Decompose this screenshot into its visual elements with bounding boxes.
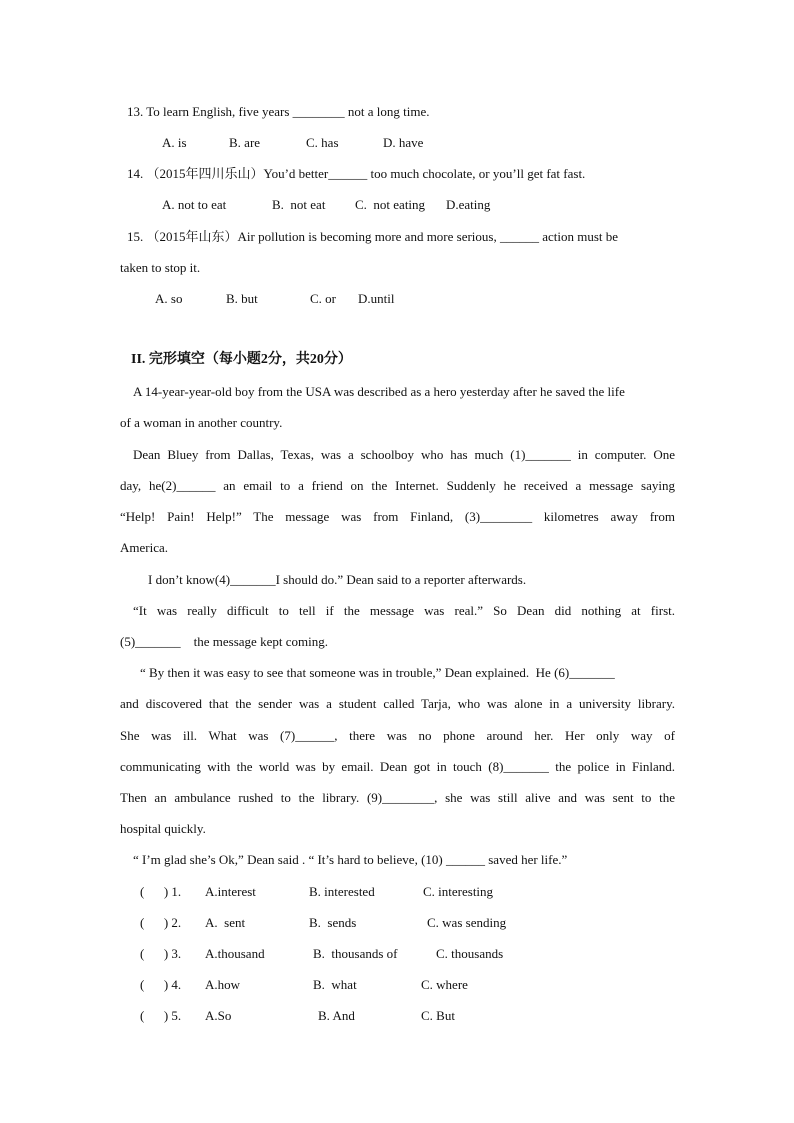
passage-line: “ I’m glad she’s Ok,” Dean said . “ It’s hard to believe, (10) ______ saved her life.” bbox=[133, 852, 568, 867]
question-15-option-c: C. or bbox=[310, 291, 336, 306]
answer-4-option-a: A.how bbox=[205, 977, 241, 992]
question-14-option-c: C. not eating bbox=[355, 197, 426, 212]
answer-2-option-b: B. sends bbox=[309, 915, 357, 930]
question-14-option-d: D.eating bbox=[446, 197, 491, 212]
answer-paren-1: ( ) 1. bbox=[140, 884, 182, 899]
question-13-stem: 13. To learn English, five years ________ not a long time. bbox=[127, 104, 430, 119]
answer-4-option-b: B. what bbox=[313, 977, 357, 992]
passage-line: communicating with the world was by email. Dean got in touch (8)_______ the police in Finland. bbox=[120, 759, 675, 774]
passage-line: “ By then it was easy to see that someone was in trouble,” Dean explained. He (6)_______ bbox=[140, 665, 615, 680]
passage-line: “It was really difficult to tell if the message was real.” So Dean did nothing at first. bbox=[133, 603, 675, 618]
passage-line: of a woman in another country. bbox=[120, 415, 283, 430]
answer-1-option-c: C. interesting bbox=[423, 884, 494, 899]
question-15-stem-line2: taken to stop it. bbox=[120, 260, 201, 275]
answer-paren-5: ( ) 5. bbox=[140, 1008, 182, 1023]
passage-line: I don’t know(4)_______I should do.” Dean said to a reporter afterwards. bbox=[148, 572, 527, 587]
question-15-option-d: D.until bbox=[358, 291, 395, 306]
answer-4-option-c: C. where bbox=[421, 977, 468, 992]
passage-line: A 14-year-year-old boy from the USA was described as a hero yesterday after he saved the life bbox=[133, 384, 625, 399]
passage-line: America. bbox=[120, 540, 169, 555]
answer-1-option-b: B. interested bbox=[309, 884, 375, 899]
passage-line: “Help! Pain! Help!” The message was from Finland, (3)________ kilometres away from bbox=[120, 509, 675, 524]
question-15-stem-line1: 15. （2015年山东）Air pollution is becoming more and more serious, ______ action must be bbox=[127, 229, 619, 244]
question-13-option-b: B. are bbox=[229, 135, 261, 150]
passage-line: Then an ambulance rushed to the library. (9)________, she was still alive and was sent to the bbox=[120, 790, 675, 805]
answer-2-option-a: A. sent bbox=[205, 915, 246, 930]
passage-line: and discovered that the sender was a student called Tarja, who was alone in a university library. bbox=[120, 696, 675, 711]
answer-3-option-a: A.thousand bbox=[205, 946, 265, 961]
passage-line: Dean Bluey from Dallas, Texas, was a schoolboy who has much (1)_______ in computer. One bbox=[133, 447, 675, 462]
question-13-option-c: C. has bbox=[306, 135, 339, 150]
question-14-option-a: A. not to eat bbox=[162, 197, 227, 212]
question-14-stem: 14. （2015年四川乐山）You’d better______ too much chocolate, or you’ll get fat fast. bbox=[127, 166, 586, 181]
passage-line: She was ill. What was (7)______, there was no phone around her. Her only way of bbox=[120, 728, 675, 743]
question-13-option-d: D. have bbox=[383, 135, 424, 150]
answer-paren-3: ( ) 3. bbox=[140, 946, 182, 961]
answer-5-option-a: A.So bbox=[205, 1008, 232, 1023]
question-15-option-b: B. but bbox=[226, 291, 258, 306]
question-14-option-b: B. not eat bbox=[272, 197, 326, 212]
answer-3-option-c: C. thousands bbox=[436, 946, 504, 961]
passage-line: (5)_______ the message kept coming. bbox=[120, 634, 328, 649]
answer-2-option-c: C. was sending bbox=[427, 915, 507, 930]
answer-paren-2: ( ) 2. bbox=[140, 915, 182, 930]
question-13-option-a: A. is bbox=[162, 135, 187, 150]
answer-5-option-b: B. And bbox=[318, 1008, 355, 1023]
answer-paren-4: ( ) 4. bbox=[140, 977, 182, 992]
question-15-option-a: A. so bbox=[155, 291, 183, 306]
passage-line: day, he(2)______ an email to a friend on the Internet. Suddenly he received a message saying bbox=[120, 478, 675, 493]
answer-3-option-b: B. thousands of bbox=[313, 946, 398, 961]
section-heading: II. 完形填空（每小题2分，共20分） bbox=[131, 352, 352, 367]
passage-line: hospital quickly. bbox=[120, 821, 206, 836]
answer-5-option-c: C. But bbox=[421, 1008, 455, 1023]
answer-1-option-a: A.interest bbox=[205, 884, 256, 899]
